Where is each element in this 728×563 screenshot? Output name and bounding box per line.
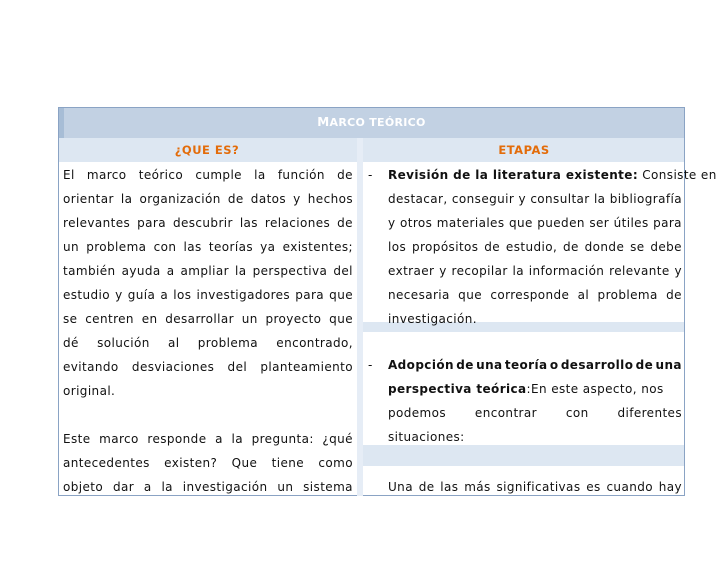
left-text-line: antecedentes existen? Que tiene como xyxy=(63,456,353,470)
title-prefix: M xyxy=(317,115,330,129)
right-text-line: situaciones: xyxy=(388,430,465,444)
column-divider xyxy=(357,138,363,496)
right-text-line: podemos encontrar con diferentes xyxy=(388,406,682,420)
bullet-dash: - xyxy=(368,168,373,182)
title-rest: ARCO TEÓRICO xyxy=(329,116,426,129)
right-text-line: perspectiva teórica:En este aspecto, nos xyxy=(388,382,664,396)
right-text-line: y otros materiales que pueden ser útiles para xyxy=(388,216,682,230)
left-text-line: evitando desviaciones del planteamiento xyxy=(63,360,353,374)
right-text-line: los propósitos de estudio, de donde se debe xyxy=(388,240,682,254)
right-text-line: necesaria que corresponde al problema de xyxy=(388,288,682,302)
left-text-line: El marco teórico cumple la función de xyxy=(63,168,353,182)
left-text-line: dé solución al problema encontrado, xyxy=(63,336,353,350)
left-text-line: se centren en desarrollar un proyecto que xyxy=(63,312,353,326)
marco-teorico-table xyxy=(58,107,717,496)
left-text-line: estudio y guía a los investigadores para que xyxy=(63,288,353,302)
right-text-line: destacar, conseguir y consultar la bibliografía xyxy=(388,192,682,206)
right-text-line: extraer y recopilar la información relevante y xyxy=(388,264,682,278)
stage-title-revision: Revisión de la literatura existente: xyxy=(388,168,639,182)
right-text-line: Una de las más significativas es cuando hay xyxy=(388,480,682,494)
table-title xyxy=(59,115,684,129)
header-etapas: ETAPAS xyxy=(498,143,550,157)
left-text-line: también ayuda a ampliar la perspectiva del xyxy=(63,264,353,278)
left-text-line: original. xyxy=(63,384,116,398)
bullet-dash: - xyxy=(368,358,373,372)
left-text-line: orientar la organización de datos y hechos xyxy=(63,192,353,206)
table-title-bar xyxy=(59,108,684,138)
row-band xyxy=(363,445,684,466)
stage-title-adopcion: Adopción de una teoría o desarrollo de una xyxy=(388,358,682,372)
left-text-line: objeto dar a la investigación un sistema xyxy=(63,480,353,494)
right-text-line: Revisión de la literatura existente: Consiste en xyxy=(388,168,717,182)
header-que-es: ¿QUE ES? xyxy=(174,143,240,157)
left-text-line: Este marco responde a la pregunta: ¿qué xyxy=(63,432,353,446)
left-text-line: un problema con las teorías ya existentes; xyxy=(63,240,353,254)
right-text-line: investigación. xyxy=(388,312,477,326)
left-text-line: relevantes para descubrir las relaciones de xyxy=(63,216,353,230)
column-header-row xyxy=(59,138,684,162)
